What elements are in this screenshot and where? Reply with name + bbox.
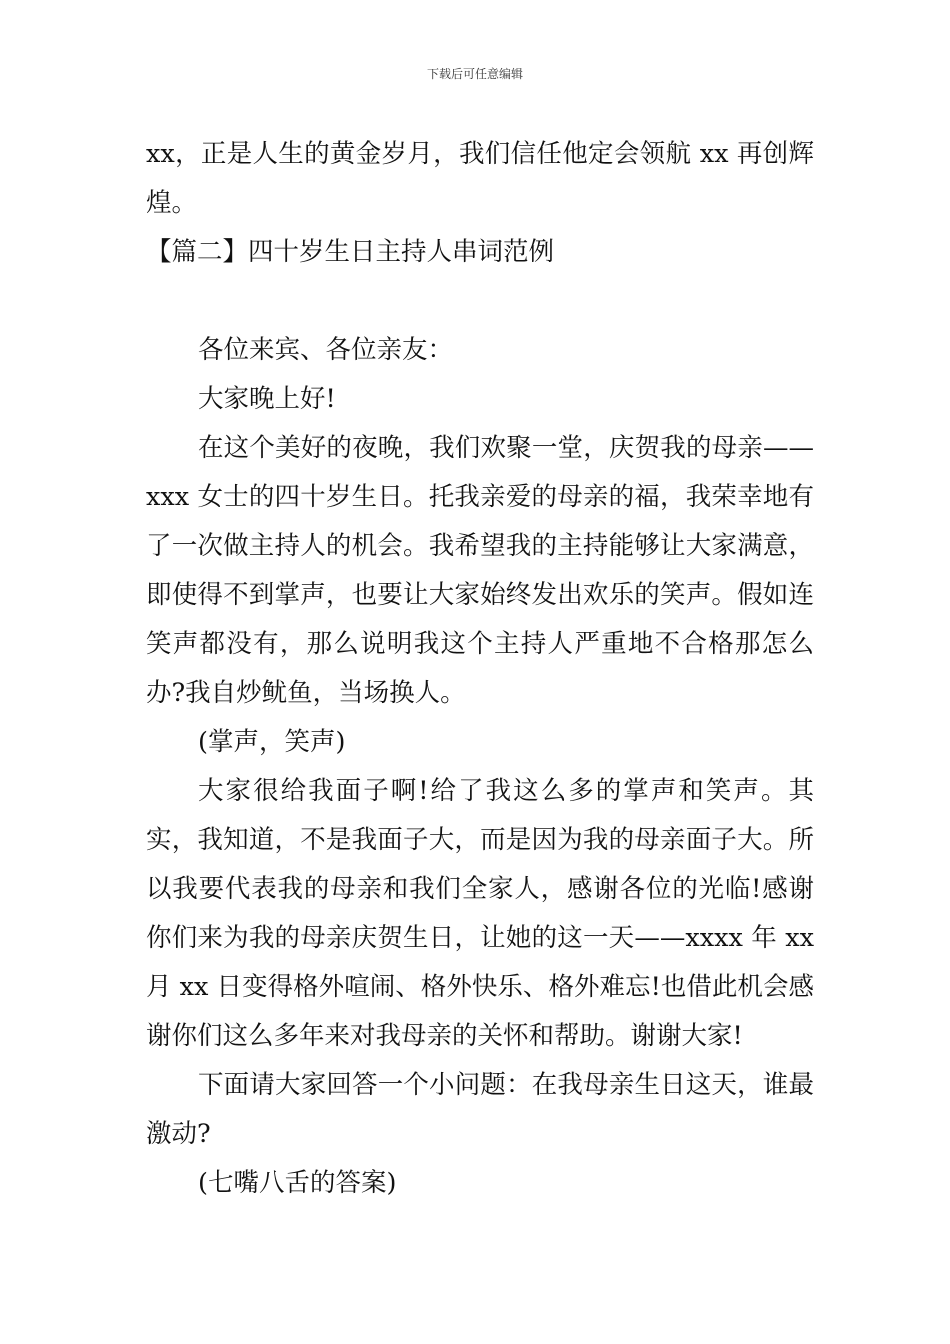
paragraph-greeting: 大家晚上好! [198,384,336,414]
paragraph-answers-note: (七嘴八舌的答案) [198,1168,397,1198]
paragraph-thanks: 大家很给我面子啊!给了我这么多的掌声和笑声。其实，我知道，不是我面子大，而是因为我的母亲面子大。所以我要代表我的母亲和我们全家人，感谢各位的光临!感谢你们来为我的母亲庆贺生日，让她的这一天——xxxx 年 xx 月 xx 日变得格外喧闹、格外快乐、格外难忘!也借此机会感谢你们这么多年来对我母亲的关怀和帮助。谢谢大家! [146,776,814,1051]
paragraph-salutation: 各位来宾、各位亲友： [198,335,454,365]
paragraph-question: 下面请大家回答一个小问题：在我母亲生日这天，谁最激动? [146,1070,814,1149]
page-header-note: 下载后可任意编辑 [426,67,523,81]
paragraph-continued: xx，正是人生的黄金岁月，我们信任他定会领航 xx 再创辉煌。 [146,139,814,218]
paragraph-applause-note: (掌声，笑声) [198,727,346,757]
paragraph-opening: 在这个美好的夜晚，我们欢聚一堂，庆贺我的母亲——xxx 女士的四十岁生日。托我亲爱的母亲的福，我荣幸地有了一次做主持人的机会。我希望我的主持能够让大家满意，即使得不到掌声，也要让大家始终发出欢乐的笑声。假如连笑声都没有，那么说明我这个主持人严重地不合格那怎么办?我自炒鱿鱼，当场换人。 [146,433,814,708]
document-body [146,130,814,1208]
blank-line [146,277,814,326]
section-title: 【篇二】四十岁生日主持人串词范例 [146,237,555,267]
